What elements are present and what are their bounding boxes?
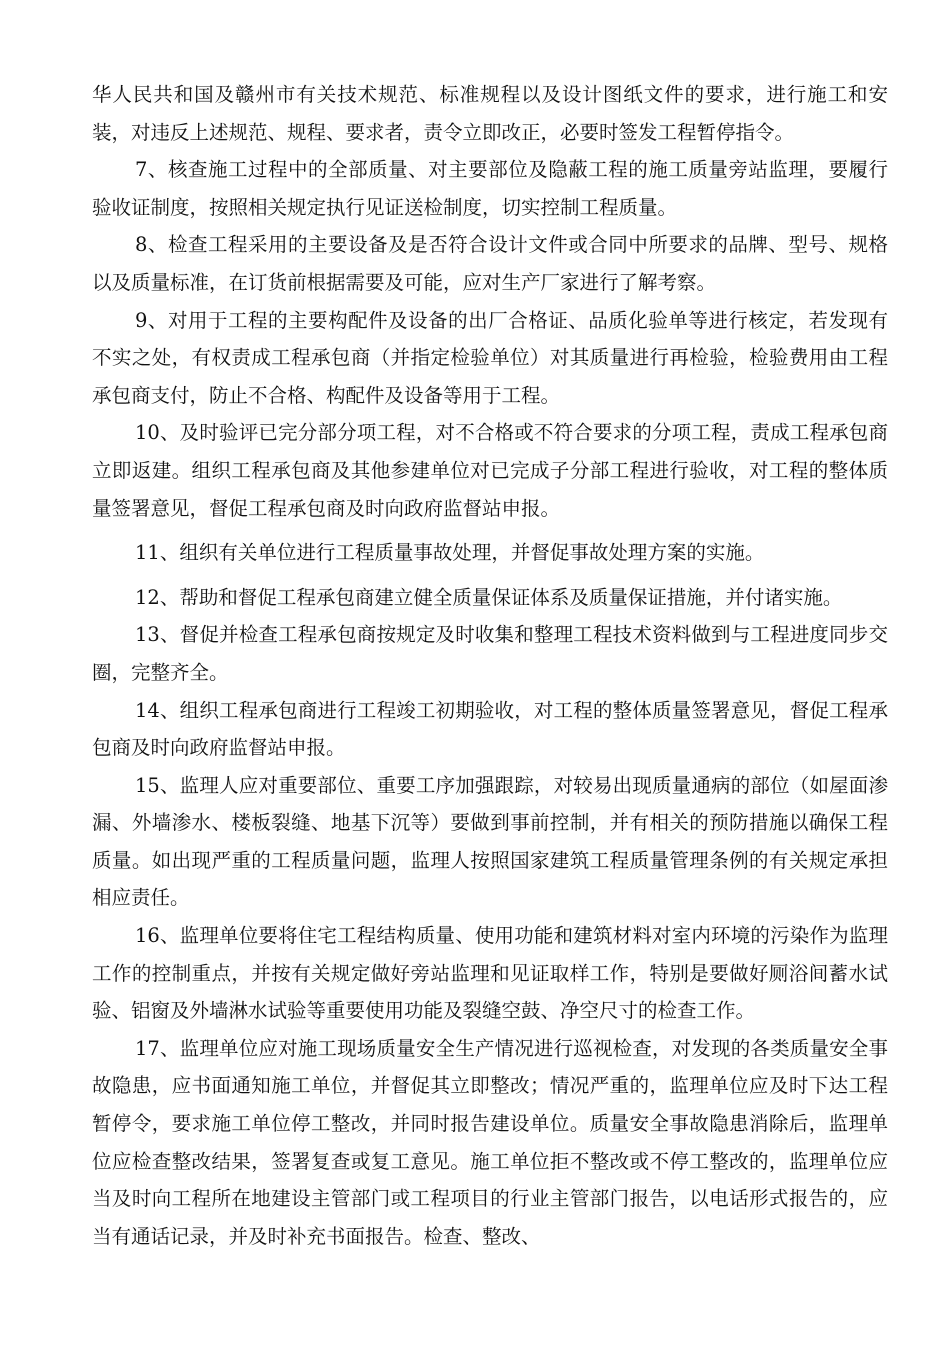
paragraph-item-13: 13、督促并检查工程承包商按规定及时收集和整理工程技术资料做到与工程进度同步交圈，完整齐全。 xyxy=(92,623,888,684)
paragraph-item-7: 7、核查施工过程中的全部质量、对主要部位及隐蔽工程的施工质量旁站监理，要履行验收证制度，按照相关规定执行见证送检制度，切实控制工程质量。 xyxy=(92,158,888,219)
paragraph-item-11: 11、组织有关单位进行工程质量事故处理，并督促事故处理方案的实施。 xyxy=(135,541,765,565)
document-page xyxy=(92,76,888,1255)
paragraph-item-15: 15、监理人应对重要部位、重要工序加强跟踪，对较易出现质量通病的部位（如屋面渗漏、外墙渗水、楼板裂缝、地基下沉等）要做到事前控制，并有相关的预防措施以确保工程质量。如出现严重的工程质量问题，监理人按照国家建筑工程质量管理条例的有关规定承担相应责任。 xyxy=(92,773,888,910)
paragraph-item-14: 14、组织工程承包商进行工程竣工初期验收，对工程的整体质量签署意见，督促工程承包商及时向政府监督站申报。 xyxy=(92,698,888,760)
paragraph-item-10: 10、及时验评已完分部分项工程，对不合格或不符合要求的分项工程，责成工程承包商立即返建。组织工程承包商及其他参建单位对已完成子分部工程进行验收，对工程的整体质量签署意见，督促工程承包商及时向政府监督站申报。 xyxy=(92,421,888,520)
paragraph-item-9: 9、对用于工程的主要构配件及设备的出厂合格证、品质化验单等进行核定，若发现有不实之处，有权责成工程承包商（并指定检验单位）对其质量进行再检验，检验费用由工程承包商支付，防止不合格、构配件及设备等用于工程。 xyxy=(92,308,888,407)
paragraph-continued: 华人民共和国及赣州市有关技术规范、标准规程以及设计图纸文件的要求，进行施工和安装，对违反上述规范、规程、要求者，责令立即改正，必要时签发工程暂停指令。 xyxy=(92,83,888,144)
paragraph-item-16: 16、监理单位要将住宅工程结构质量、使用功能和建筑材料对室内环境的污染作为监理工作的控制重点，并按有关规定做好旁站监理和见证取样工作，特别是要做好厕浴间蓄水试验、铝窗及外墙淋水试验等重要使用功能及裂缝空鼓、净空尺寸的检查工作。 xyxy=(92,924,888,1023)
paragraph-item-12: 12、帮助和督促工程承包商建立健全质量保证体系及质量保证措施，并付诸实施。 xyxy=(135,585,843,609)
paragraph-item-8: 8、检查工程采用的主要设备及是否符合设计文件或合同中所要求的品牌、型号、规格以及质量标准，在订货前根据需要及可能，应对生产厂家进行了解考察。 xyxy=(92,233,888,294)
paragraph-item-17: 17、监理单位应对施工现场质量安全生产情况进行巡视检查，对发现的各类质量安全事故隐患，应书面通知施工单位，并督促其立即整改；情况严重的，监理单位应及时下达工程暂停令，要求施工单位停工整改，并同时报告建设单位。质量安全事故隐患消除后，监理单位应检查整改结果，签署复查或复工意见。施工单位拒不整改或不停工整改的，监理单位应当及时向工程所在地建设主管部门或工程项目的行业主管部门报告，以电话形式报告的，应当有通话记录，并及时补充书面报告。检查、整改、 xyxy=(92,1036,888,1248)
